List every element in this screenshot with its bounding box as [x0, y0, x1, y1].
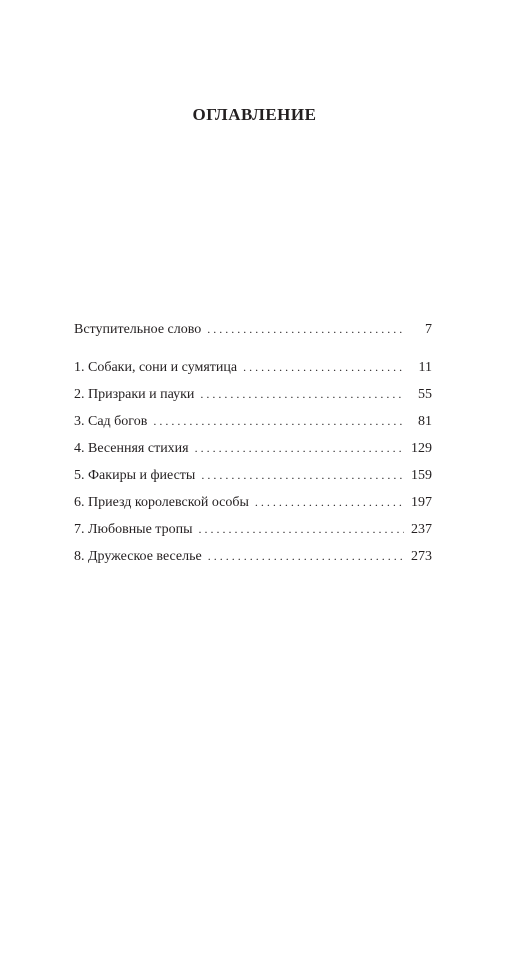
toc-entry-introduction: [74, 316, 432, 343]
toc-entry-page-number: 129: [411, 441, 432, 456]
dot-leader: [207, 316, 404, 343]
toc-entry-chapter-6: [74, 489, 432, 516]
toc-entry-title: 4. Весенняя стихия: [74, 441, 189, 456]
toc-entry-page-number: 197: [411, 495, 432, 510]
toc-entry-chapter-1: [74, 354, 432, 381]
dot-leader: [208, 543, 404, 570]
toc-entry-title: 1. Собаки, сони и сумятица: [74, 360, 238, 375]
dot-leader: [153, 408, 404, 435]
dot-leader: [199, 516, 405, 543]
table-of-contents: [74, 316, 432, 570]
toc-entry-page-number: 55: [418, 387, 432, 402]
toc-entry-title: 2. Призраки и пауки: [74, 387, 195, 402]
toc-entry-title: 5. Факиры и фиесты: [74, 468, 196, 483]
toc-entry-chapter-4: [74, 435, 432, 462]
dot-leader: [200, 381, 404, 408]
dot-leader: [201, 462, 404, 489]
dot-leader: [195, 435, 404, 462]
toc-entry-chapter-7: [74, 516, 432, 543]
toc-entry-title: 7. Любовные тропы: [74, 522, 193, 537]
toc-entry-page-number: 273: [411, 549, 432, 564]
toc-entry-page-number: 11: [418, 360, 432, 375]
toc-entry-page-number: 159: [411, 468, 432, 483]
toc-entry-page-number: 237: [411, 522, 432, 537]
toc-entry-chapter-5: [74, 462, 432, 489]
page-title: ОГЛАВЛЕНИЕ: [192, 105, 317, 124]
toc-entry-title: Вступительное слово: [74, 322, 202, 337]
toc-entry-chapter-2: [74, 381, 432, 408]
toc-entry-chapter-3: [74, 408, 432, 435]
toc-entry-title: 8. Дружеское веселье: [74, 549, 202, 564]
dot-leader: [255, 489, 404, 516]
toc-entry-page-number: 81: [418, 414, 432, 429]
toc-entry-page-number: 7: [425, 322, 432, 337]
toc-entry-title: 6. Приезд королевской особы: [74, 495, 249, 510]
toc-entry-title: 3. Сад богов: [74, 414, 148, 429]
dot-leader: [243, 354, 404, 381]
toc-entry-chapter-8: [74, 543, 432, 570]
